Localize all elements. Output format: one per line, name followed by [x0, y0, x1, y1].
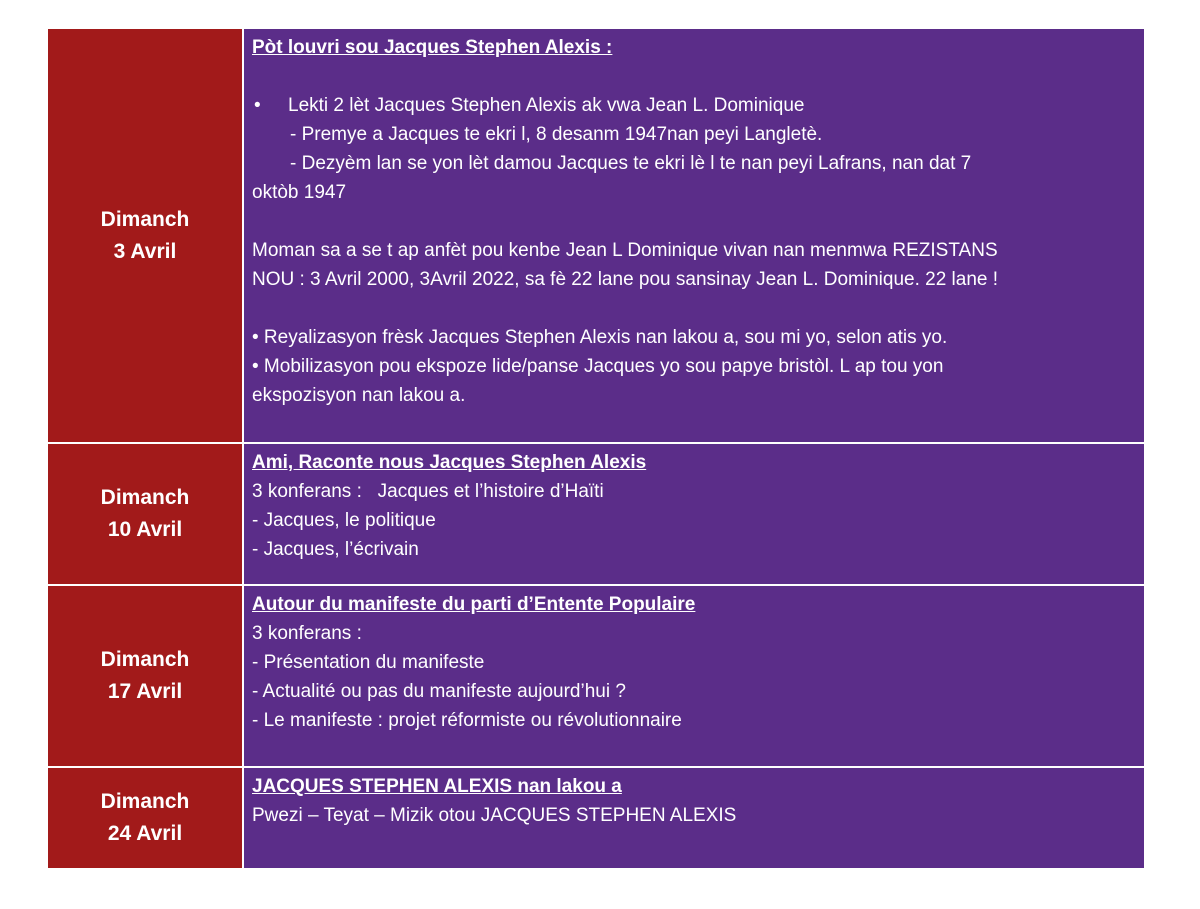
- event-title: Pòt louvri sou Jacques Stephen Alexis :: [252, 37, 613, 58]
- date-label: 10 Avril: [107, 518, 183, 541]
- list-item: • Mobilizasyon pou ekspoze lide/panse Jacques yo sou papye bristòl. L ap tou yon: [252, 356, 944, 377]
- date-cell: [47, 767, 243, 869]
- list-item: - Actualité ou pas du manifeste aujourd’hui ?: [252, 681, 626, 702]
- program-schedule-table: [46, 27, 1146, 870]
- content-cell: [243, 28, 1145, 443]
- event-title: Ami, Raconte nous Jacques Stephen Alexis: [252, 452, 647, 473]
- list-item-continuation: ekspozisyon nan lakou a.: [252, 385, 466, 406]
- spacer: [252, 62, 1136, 91]
- schedule-row: [47, 28, 1145, 443]
- list-item: - Présentation du manifeste: [252, 652, 485, 673]
- bullet-item: [252, 91, 1136, 120]
- list-item: 3 konferans :: [252, 623, 362, 644]
- list-item: 3 konferans : Jacques et l’histoire d’Haïti: [252, 481, 604, 502]
- sub-item: - Premye a Jacques te ekri l, 8 desanm 1947nan peyi Langletè.: [290, 124, 823, 145]
- schedule-row: [47, 585, 1145, 767]
- paragraph-line: NOU : 3 Avril 2000, 3Avril 2022, sa fè 22 lane pou sansinay Jean L. Dominique. 22 lane !: [252, 269, 999, 290]
- day-label: Dimanch: [100, 207, 190, 231]
- list-item: • Reyalizasyon frèsk Jacques Stephen Alexis nan lakou a, sou mi yo, selon atis yo.: [252, 327, 948, 348]
- list-item: - Jacques, le politique: [252, 510, 436, 531]
- content-cell: [243, 767, 1145, 869]
- date-label: 24 Avril: [107, 822, 183, 845]
- day-label: Dimanch: [100, 790, 190, 813]
- date-cell: [47, 585, 243, 767]
- event-title: Autour du manifeste du parti d’Entente Populaire: [252, 594, 696, 615]
- spacer: [252, 294, 1136, 323]
- bullet-icon: •: [254, 95, 261, 116]
- day-label: Dimanch: [100, 486, 190, 509]
- list-item: - Jacques, l’écrivain: [252, 539, 419, 560]
- content-cell: [243, 585, 1145, 767]
- list-item: - Le manifeste : projet réformiste ou révolutionnaire: [252, 710, 682, 731]
- day-label: Dimanch: [100, 648, 190, 671]
- sub-item-continuation: oktòb 1947: [252, 182, 347, 203]
- date-cell: [47, 443, 243, 585]
- date-label: 17 Avril: [107, 680, 183, 703]
- schedule-row: [47, 443, 1145, 585]
- bullet-text: Lekti 2 lèt Jacques Stephen Alexis ak vwa Jean L. Dominique: [288, 95, 805, 116]
- content-cell: [243, 443, 1145, 585]
- list-item: Pwezi – Teyat – Mizik otou JACQUES STEPHEN ALEXIS: [252, 805, 737, 826]
- spacer: [252, 207, 1136, 236]
- paragraph-line: Moman sa a se t ap anfèt pou kenbe Jean L Dominique vivan nan menmwa REZISTANS: [252, 240, 998, 261]
- date-label: 3 Avril: [113, 239, 177, 263]
- event-title: JACQUES STEPHEN ALEXIS nan lakou a: [252, 776, 622, 797]
- date-cell: [47, 28, 243, 443]
- schedule-row: [47, 767, 1145, 869]
- sub-item: - Dezyèm lan se yon lèt damou Jacques te ekri lè l te nan peyi Lafrans, nan dat 7: [290, 153, 972, 174]
